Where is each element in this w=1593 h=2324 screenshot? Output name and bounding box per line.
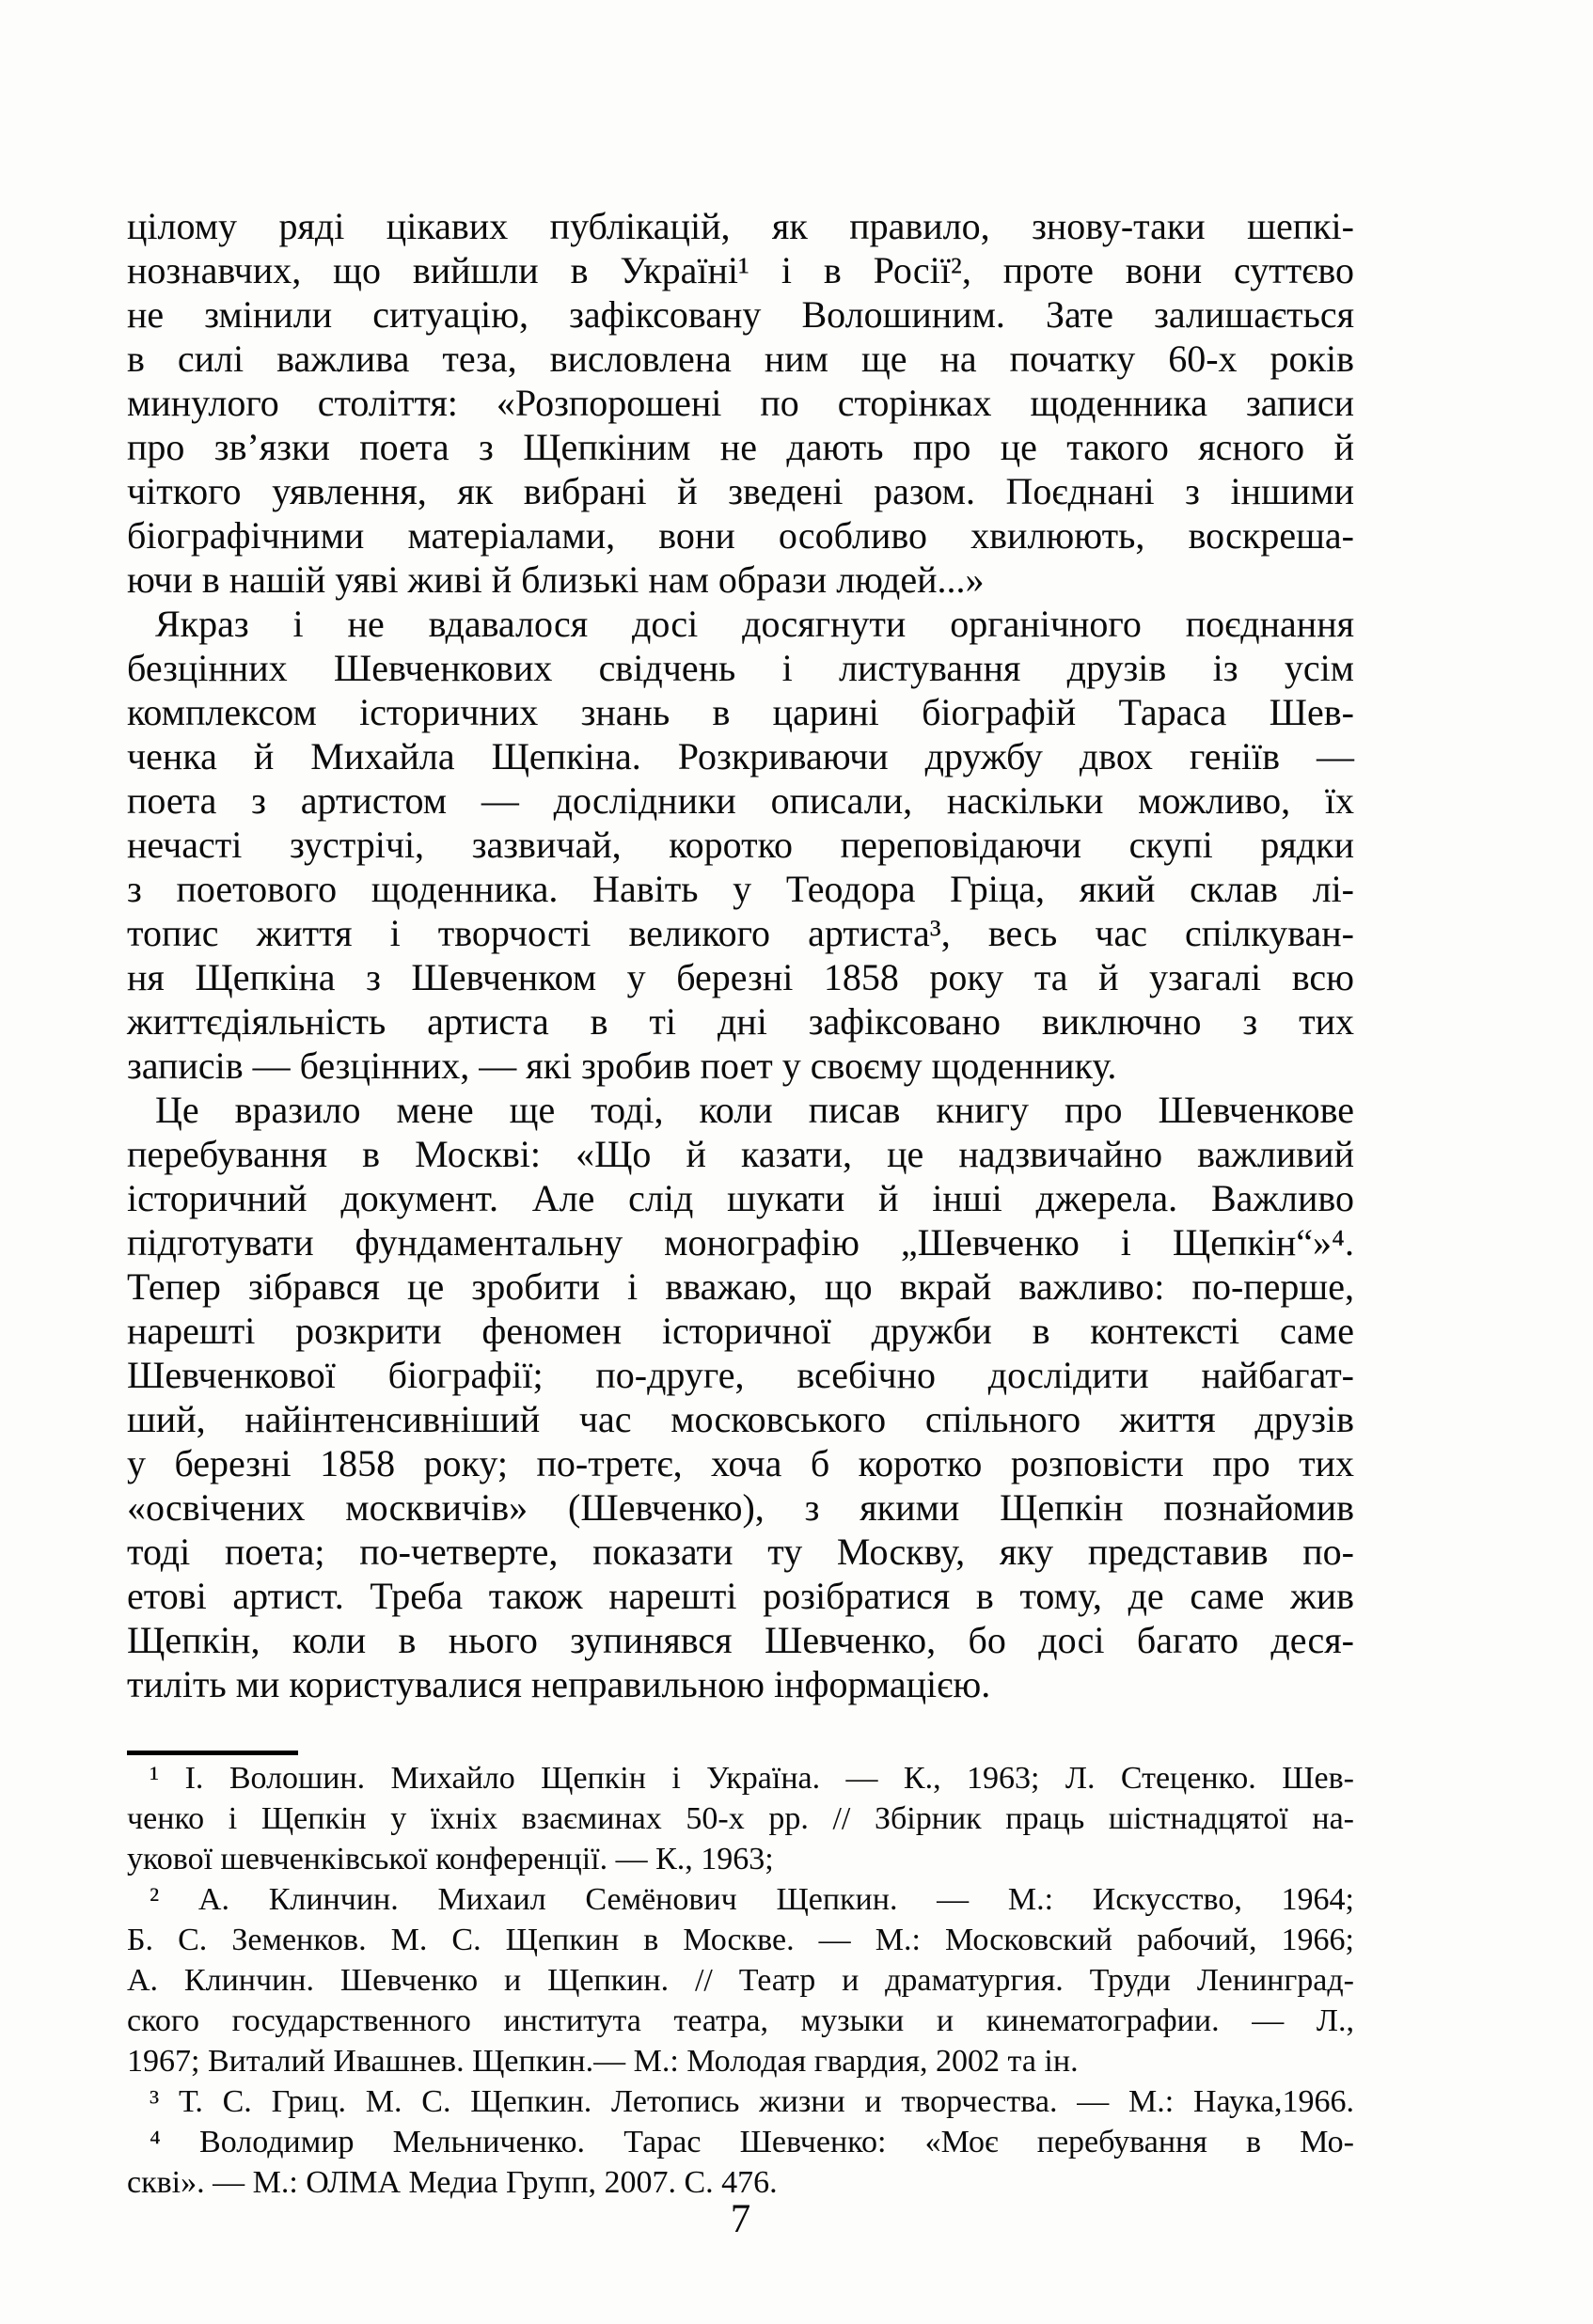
footnote-line: ченко і Щепкін у їхніх взаєминах 50-х рр. // Збірник праць шістнадцятої на- (127, 1801, 1354, 1836)
body-line: етові артист. Треба також нарешті розібратися в тому, де саме жив (127, 1575, 1354, 1617)
body-line: ченка й Михайла Щепкіна. Розкриваючи дружбу двох геніїв — (127, 735, 1354, 777)
footnote-line: 1967; Виталий Ивашнев. Щепкин.— М.: Молодая гвардия, 2002 та ін. (127, 2044, 1079, 2079)
body-line: комплексом історичних знань в царині біографій Тараса Шев- (127, 691, 1354, 733)
footnote-line: ¹ І. Волошин. Михайло Щепкін і Україна. — К., 1963; Л. Стеценко. Шев- (150, 1761, 1354, 1796)
body-line: ший, найінтенсивніший час московського спільного життя друзів (127, 1398, 1354, 1440)
body-line: біографічними матеріалами, вони особливо хвилюють, воскреша- (127, 514, 1354, 557)
body-line: безцінних Шевченкових свідчень і листування друзів із усім (127, 647, 1354, 689)
body-line: історичний документ. Але слід шукати й інші джерела. Важливо (127, 1177, 1354, 1219)
body-line: чіткого уявлення, як вибрані й зведені разом. Поєднані з іншими (127, 470, 1354, 512)
footnote-line: ² А. Клинчин. Михаил Семёнович Щепкин. — М.: Искусство, 1964; (150, 1882, 1354, 1917)
body-line: записів — безцінних, — які зробив поет у своєму щоденнику. (127, 1044, 1117, 1087)
body-line: нарешті розкрити феномен історичної дружби в контексті саме (127, 1310, 1354, 1352)
body-line: Щепкін, коли в нього зупинявся Шевченко, бо досі багато деся- (127, 1619, 1354, 1661)
page-number: 7 (730, 2197, 751, 2241)
body-line: про зв’язки поета з Щепкіним не дають про це такого ясного й (127, 426, 1354, 468)
body-line: топис життя і творчості великого артиста³, весь час спілкуван- (127, 912, 1354, 954)
body-line: нечасті зустрічі, зазвичай, коротко переповідаючи скупі рядки (127, 824, 1354, 866)
footnote-line: А. Клинчин. Шевченко и Щепкин. // Театр и драматургия. Труди Ленинград- (127, 1963, 1354, 1998)
body-line: з поетового щоденника. Навіть у Теодора Гріца, який склав лі- (127, 868, 1354, 910)
footnote-line: ³ Т. С. Гриц. М. С. Щепкин. Летопись жизни и творчества. — М.: Наука,1966. (150, 2084, 1354, 2119)
body-line: минулого століття: «Розпорошені по сторінках щоденника записи (127, 382, 1354, 424)
footnote-line: укової шевченківської конференції. — К., 1963; (127, 1842, 774, 1876)
body-line: ня Щепкіна з Шевченком у березні 1858 року та й узагалі всю (127, 956, 1354, 998)
body-text (127, 204, 1354, 1706)
body-line: не змінили ситуацію, зафіксовану Волошиним. Зате залишається (127, 293, 1354, 336)
body-line: цілому ряді цікавих публікацій, як правило, знову-таки шепкі- (127, 205, 1354, 247)
body-line: у березні 1858 року; по-третє, хоча б коротко розповісти про тих (127, 1442, 1354, 1484)
footnotes-text (127, 1758, 1354, 2203)
body-line: перебування в Москві: «Що й казати, це надзвичайно важливий (127, 1133, 1354, 1175)
body-line: Тепер зібрався це зробити і вважаю, що вкрай важливо: по-перше, (127, 1265, 1354, 1308)
body-line: поета з артистом — дослідники описали, наскільки можливо, їх (127, 779, 1354, 822)
body-line: нознавчих, що вийшли в Україні¹ і в Росії², проте вони суттєво (127, 249, 1354, 291)
footnote-line: Б. С. Земенков. М. С. Щепкин в Москве. — М.: Московский рабочий, 1966; (127, 1923, 1354, 1957)
body-line: тиліть ми користувалися неправильною інформацією. (127, 1663, 991, 1705)
body-line: ючи в нашій уяві живі й близькі нам образи людей...» (127, 558, 985, 601)
footnote-line: скві». — М.: ОЛМА Медиа Групп, 2007. С. 476. (127, 2165, 778, 2200)
footnote-line: ⁴ Володимир Мельниченко. Тарас Шевченко: «Моє перебування в Мо- (150, 2125, 1354, 2159)
footnote-line: ского государственного института театра, музыки и кинематографии. — Л., (127, 2003, 1354, 2038)
body-line: Шевченкової біографії; по-друге, всебічно дослідити найбагат- (127, 1354, 1354, 1396)
body-line: підготувати фундаментальну монографію „Шевченко і Щепкін“»⁴. (127, 1221, 1354, 1264)
body-line: тоді поета; по-четверте, показати ту Москву, яку представив по- (127, 1531, 1354, 1573)
body-line: Якраз і не вдавалося досі досягнути органічного поєднання (155, 603, 1354, 645)
body-line: Це вразило мене ще тоді, коли писав книгу про Шевченкове (155, 1089, 1354, 1131)
body-line: в силі важлива теза, висловлена ним ще на початку 60-х років (127, 338, 1354, 380)
body-line: «освічених москвичів» (Шевченко), з якими Щепкін познайомив (127, 1486, 1354, 1529)
footnote-separator (127, 1751, 298, 1755)
body-line: життєдіяльність артиста в ті дні зафіксовано виключно з тих (127, 1000, 1354, 1043)
